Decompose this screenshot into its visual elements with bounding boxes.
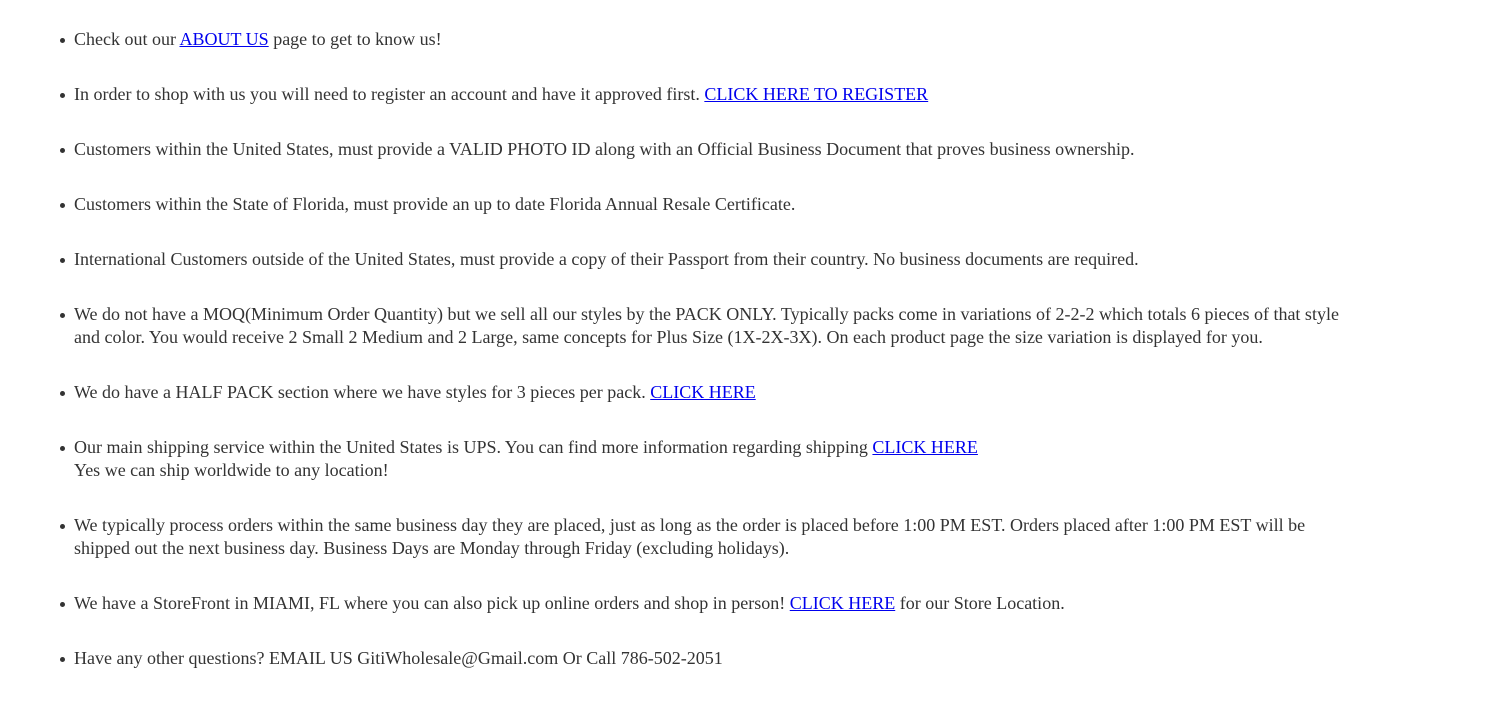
list-item-contact [74, 647, 1484, 670]
list-item-shipping [74, 436, 1484, 482]
item-text: Our main shipping service within the United States is UPS. You can find more information regarding shipping [74, 437, 873, 457]
bullet-icon [57, 303, 67, 318]
bullet-icon [57, 248, 67, 263]
list-item-processing [74, 514, 1484, 560]
bullet-icon [57, 193, 67, 208]
bullet-icon [57, 436, 67, 451]
item-text: Customers within the State of Florida, must provide an up to date Florida Annual Resale Certificate. [74, 194, 796, 214]
bullet-icon [57, 138, 67, 153]
list-item-moq [74, 303, 1484, 349]
list-item-storefront [74, 592, 1484, 615]
item-text: International Customers outside of the United States, must provide a copy of their Passport from their country. No business documents are required. [74, 249, 1139, 269]
item-text: page to get to know us! [268, 29, 442, 49]
item-text: We have a StoreFront in MIAMI, FL where you can also pick up online orders and shop in person! [74, 593, 790, 613]
item-text-line1: We typically process orders within the same business day they are placed, just as long as the order is placed before 1:00 PM EST. Orders placed after 1:00 PM EST will be [74, 515, 1306, 535]
item-text: Customers within the United States, must provide a VALID PHOTO ID along with an Official Business Document that proves business ownership. [74, 139, 1135, 159]
half-pack-link[interactable]: CLICK HERE [650, 382, 756, 402]
item-text-line2: shipped out the next business day. Business Days are Monday through Friday (excluding holidays). [74, 538, 790, 558]
item-text: Have any other questions? EMAIL US GitiWholesale@Gmail.com Or Call 786-502-2051 [74, 648, 723, 668]
list-item-register [74, 83, 1484, 106]
list-item-florida-customers [74, 193, 1484, 216]
store-location-link[interactable]: CLICK HERE [789, 593, 896, 613]
register-link[interactable]: CLICK HERE TO REGISTER [704, 84, 929, 104]
item-text: for our Store Location. [895, 593, 1065, 613]
bullet-icon [57, 647, 67, 662]
item-text: We do have a HALF PACK section where we have styles for 3 pieces per pack. [74, 382, 651, 402]
list-item-half-pack [74, 381, 1484, 404]
item-text-line2: Yes we can ship worldwide to any location! [74, 460, 389, 480]
list-item-about-us [74, 28, 1484, 51]
about-us-link[interactable]: ABOUT US [179, 29, 269, 49]
bullet-icon [57, 592, 67, 607]
item-text-line1: We do not have a MOQ(Minimum Order Quantity) but we sell all our styles by the PACK ONLY. Typically packs come in variations of 2-2-2 which totals 6 pieces of that style [74, 304, 1339, 324]
list-item-international-customers [74, 248, 1484, 271]
bullet-icon [57, 83, 67, 98]
item-text-line2: and color. You would receive 2 Small 2 Medium and 2 Large, same concepts for Plus Size (1X-2X-3X). On each product page the size variation is displayed for you. [74, 327, 1263, 347]
item-text: In order to shop with us you will need to register an account and have it approved first. [74, 84, 705, 104]
bullet-icon [57, 381, 67, 396]
item-text: Check out our [74, 29, 180, 49]
list-item-us-customers [74, 138, 1484, 161]
shipping-link[interactable]: CLICK HERE [872, 437, 978, 457]
bullet-icon [57, 28, 67, 43]
bullet-icon [57, 514, 67, 529]
